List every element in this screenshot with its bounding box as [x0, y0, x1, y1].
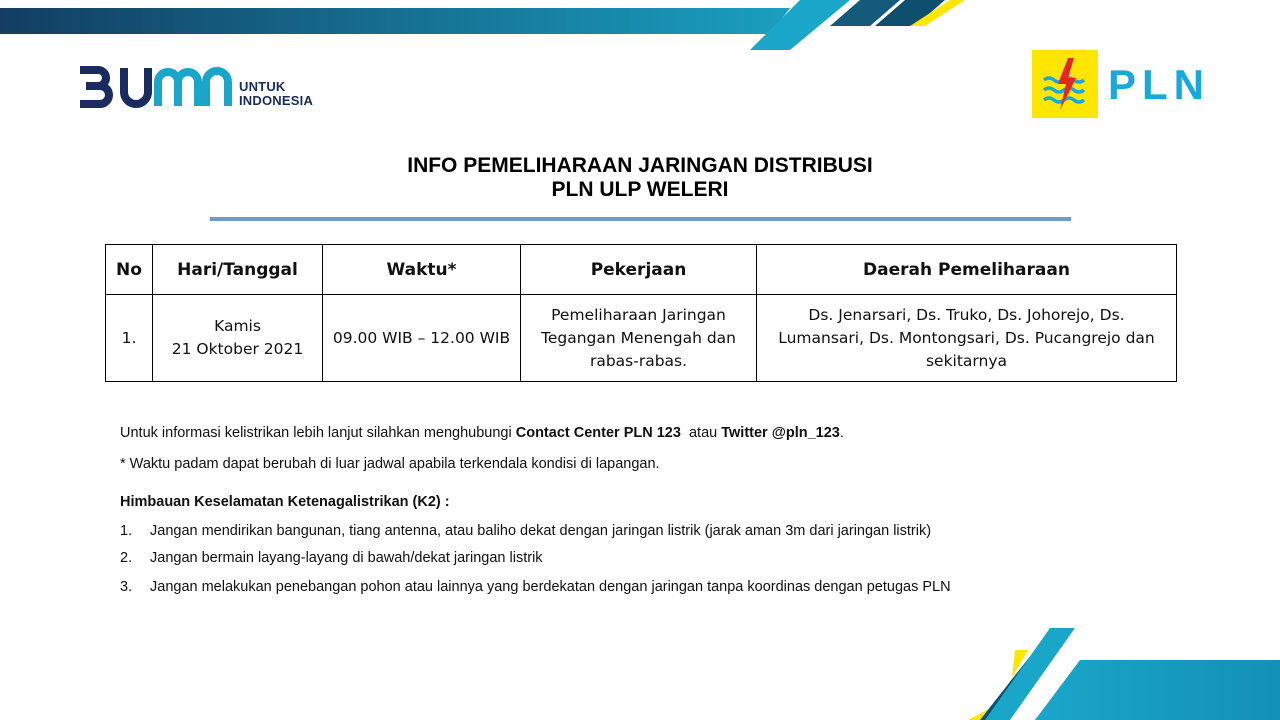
bumn-tagline: [239, 80, 313, 108]
list-item-text: Jangan melakukan penebangan pohon atau lainnya yang berdekatan dengan jaringan tanpa koordinas dengan petugas PLN: [150, 579, 951, 595]
cell-area-line1: Ds. Jenarsari, Ds. Truko, Ds. Johorejo, Ds.: [808, 305, 1125, 324]
pln-emblem: [1032, 50, 1098, 118]
contact-info: [120, 424, 844, 442]
cell-job-line3: rabas-rabas.: [589, 351, 688, 370]
contact-suffix: .: [839, 425, 844, 441]
lightning-wave-icon: [1032, 50, 1098, 118]
header-job: Pekerjaan: [521, 245, 757, 295]
cell-job-line1: Pemeliharaan Jaringan: [551, 305, 726, 324]
table-row: [106, 295, 1177, 382]
cell-area-line2: Lumansari, Ds. Montongsari, Ds. Pucangrejo dan: [778, 328, 1155, 347]
bumn-tagline-line2: INDONESIA: [239, 93, 314, 108]
cell-time: 09.00 WIB – 12.00 WIB: [323, 295, 521, 382]
bottom-banner-decoration: [0, 620, 1280, 720]
pln-logo: [1032, 50, 1222, 120]
cell-job: [521, 295, 757, 382]
list-item-text: Jangan mendirikan bangunan, tiang antenna, atau baliho dekat dengan jaringan listrik (jarak aman 3m dari jaringan listrik): [150, 523, 932, 539]
list-item: [120, 522, 931, 540]
table-header-row: [106, 245, 1177, 295]
list-item: [120, 578, 951, 596]
cell-date: 21 Oktober 2021: [171, 340, 304, 358]
list-item-number: 2.: [120, 550, 133, 566]
list-item: [120, 549, 543, 567]
twitter-handle: Twitter @pln_123: [721, 425, 840, 441]
page-title-line1: INFO PEMELIHARAAN JARINGAN DISTRIBUSI: [407, 154, 873, 177]
header-no: No: [106, 245, 153, 295]
list-item-text: Jangan bermain layang-layang di bawah/dekat jaringan listrik: [150, 550, 543, 566]
bumn-logo: [76, 62, 326, 116]
bumn-tagline-line1: UNTUK: [239, 79, 286, 94]
contact-mid: atau: [680, 425, 722, 441]
bumn-wordmark-icon: [76, 62, 236, 112]
schedule-note: * Waktu padam dapat berubah di luar jadwal apabila terkendala kondisi di lapangan.: [120, 456, 660, 472]
header-area: Daerah Pemeliharaan: [757, 245, 1177, 295]
cell-no: 1.: [106, 295, 153, 382]
title-divider: [210, 217, 1071, 221]
header-time: Waktu*: [323, 245, 521, 295]
page-title-line2: PLN ULP WELERI: [551, 178, 729, 201]
cell-area: [757, 295, 1177, 382]
list-item-number: 3.: [120, 579, 133, 595]
cell-day: Kamis: [214, 317, 261, 335]
contact-center: Contact Center PLN 123: [515, 425, 681, 441]
safety-heading: Himbauan Keselamatan Ketenagalistrikan (K2) :: [120, 494, 450, 510]
cell-job-line2: Tegangan Menengah dan: [541, 328, 736, 347]
contact-prefix: Untuk informasi kelistrikan lebih lanjut silahkan menghubungi: [120, 425, 516, 441]
list-item-number: 1.: [120, 523, 133, 539]
header-day-date: Hari/Tanggal: [153, 245, 323, 295]
maintenance-schedule-table: [105, 244, 1177, 382]
pln-wordmark: PLN: [1108, 61, 1210, 108]
cell-area-line3: sekitarnya: [925, 351, 1008, 370]
cell-day-date: [153, 295, 323, 382]
